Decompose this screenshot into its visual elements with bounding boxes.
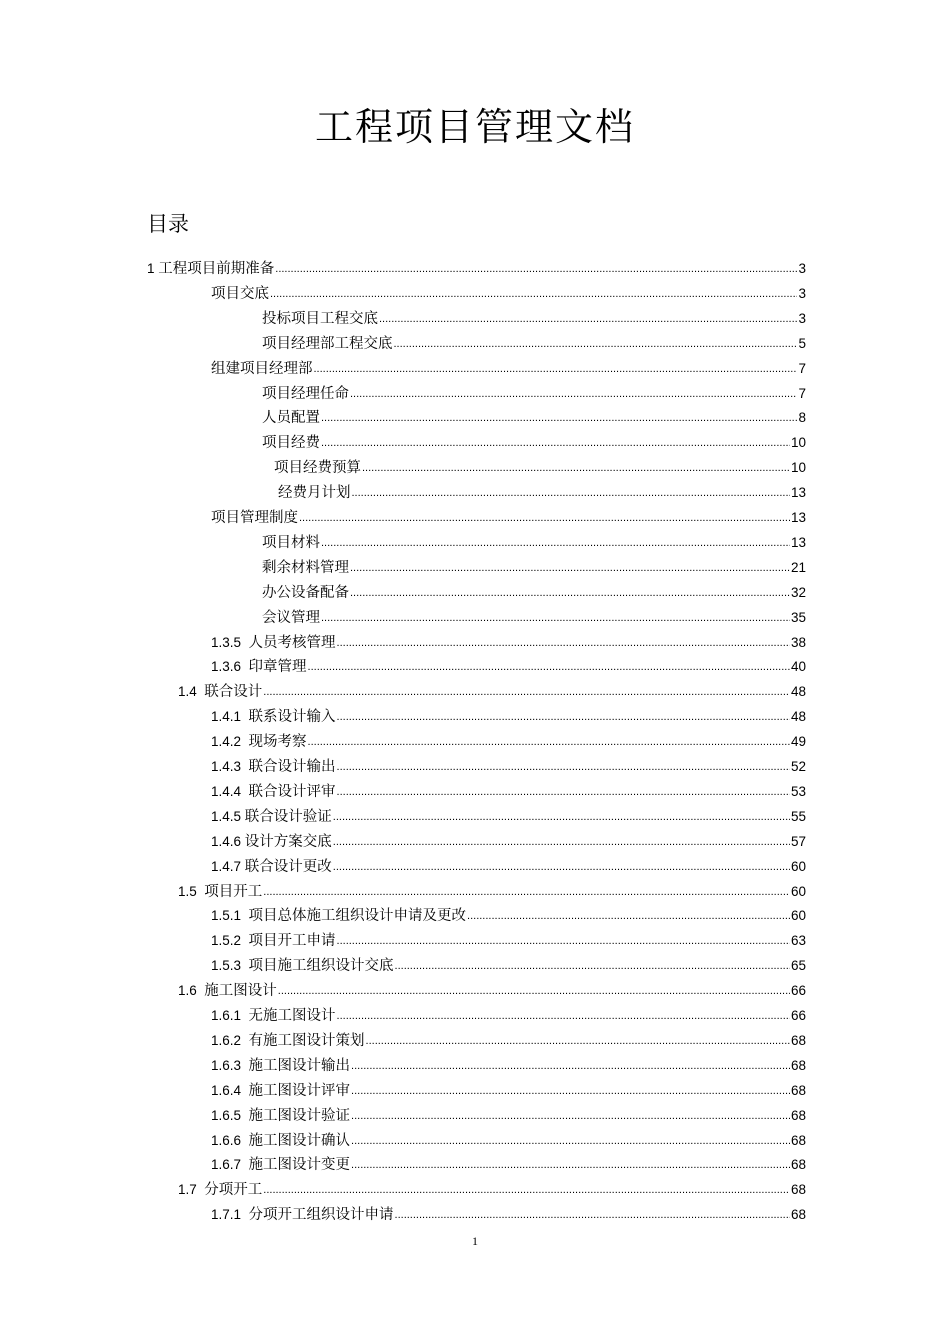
- toc-dot-leader: [333, 858, 790, 876]
- toc-dot-leader: [270, 285, 797, 303]
- toc-entry-number: 1.4.3: [211, 759, 249, 774]
- toc-entry-page: 68: [790, 1032, 806, 1048]
- toc-heading: 目录: [147, 212, 189, 236]
- toc-entry[interactable]: [262, 528, 806, 552]
- toc-entry-page: 68: [790, 1157, 806, 1173]
- toc-entry-number: 1.6.7: [211, 1157, 249, 1173]
- toc-dot-leader: [263, 883, 790, 901]
- toc-entry-page: 21: [790, 559, 806, 575]
- toc-entry-number: 1.6: [178, 983, 205, 999]
- toc-dot-leader: [337, 758, 790, 776]
- toc-entry-page: 65: [790, 958, 806, 974]
- toc-entry-label: 投标项目工程交底: [262, 310, 378, 327]
- toc-entry-number: 1.4.6: [211, 833, 245, 849]
- toc-dot-leader: [362, 459, 790, 477]
- toc-entry-label: 项目经费预算: [274, 460, 361, 477]
- toc-dot-leader: [337, 634, 790, 652]
- toc-entry[interactable]: [211, 1051, 806, 1075]
- toc-entry-number: 1.4: [178, 684, 205, 700]
- toc-dot-leader: [337, 708, 790, 726]
- toc-entry-page: 7: [798, 360, 806, 376]
- toc-entry-page: 10: [790, 460, 806, 476]
- toc-entry[interactable]: [211, 1026, 806, 1050]
- toc-entry-page: 13: [790, 485, 806, 501]
- toc-entry-number: 1: [147, 261, 159, 276]
- toc-entry-page: 60: [790, 883, 806, 899]
- toc-entry-number: 1.4.7: [211, 858, 245, 874]
- toc-entry-page: 68: [790, 1207, 806, 1223]
- toc-entry-number: 1.3.6: [211, 659, 249, 675]
- toc-entry-page: 13: [790, 534, 806, 550]
- toc-entry-page: 55: [790, 808, 806, 824]
- toc-entry-label: 施工图设计评审: [248, 1082, 351, 1099]
- toc-entry-number: 1.5.3: [211, 958, 249, 974]
- toc-dot-leader: [333, 833, 790, 851]
- toc-entry-page: 40: [790, 659, 806, 675]
- toc-entry-label: 工程项目前期准备: [158, 261, 275, 277]
- toc-entry[interactable]: [262, 428, 806, 452]
- toc-entry[interactable]: [262, 553, 806, 577]
- toc-entry[interactable]: [262, 329, 806, 353]
- toc-entry[interactable]: [211, 727, 806, 751]
- toc-entry[interactable]: [262, 578, 806, 602]
- toc-dot-leader: [321, 434, 790, 452]
- toc-dot-leader: [337, 783, 790, 801]
- toc-dot-leader: [263, 683, 790, 701]
- toc-entry-page: 49: [790, 734, 806, 750]
- toc-entry-number: 1.6.4: [211, 1082, 249, 1098]
- toc-dot-leader: [351, 1057, 790, 1075]
- toc-dot-leader: [366, 1032, 790, 1050]
- toc-entry[interactable]: [211, 752, 806, 776]
- toc-entry[interactable]: [178, 976, 806, 1000]
- toc-dot-leader: [275, 260, 797, 278]
- toc-dot-leader: [350, 385, 797, 403]
- toc-entry-page: 48: [790, 684, 806, 700]
- toc-dot-leader: [395, 1206, 790, 1224]
- toc-entry-label: 会议管理: [262, 609, 320, 626]
- toc-entry-page: 68: [790, 1182, 806, 1198]
- toc-entry-number: 1.7.1: [211, 1207, 249, 1223]
- toc-dot-leader: [351, 1156, 790, 1174]
- toc-entry[interactable]: [211, 1126, 806, 1150]
- toc-dot-leader: [314, 360, 798, 378]
- toc-dot-leader: [299, 509, 790, 527]
- toc-entry[interactable]: [211, 1150, 806, 1174]
- toc-dot-leader: [321, 409, 797, 427]
- toc-dot-leader: [467, 907, 790, 925]
- toc-entry-page: 60: [790, 858, 806, 874]
- toc-entry[interactable]: [211, 901, 806, 925]
- toc-entry-page: 68: [790, 1082, 806, 1098]
- toc-dot-leader: [321, 609, 790, 627]
- toc-entry-page: 7: [798, 385, 806, 401]
- toc-entry-number: 1.6.6: [211, 1132, 249, 1148]
- toc-entry-label: 联系设计输入: [248, 709, 336, 726]
- toc-entry-label: 联合设计更改: [244, 858, 332, 875]
- toc-entry-page: 48: [790, 709, 806, 725]
- toc-entry-page: 68: [790, 1132, 806, 1148]
- toc-entry-label: 项目经理任命: [262, 385, 349, 402]
- toc-entry-page: 52: [790, 759, 806, 774]
- toc-entry-number: 1.7: [178, 1182, 205, 1198]
- toc-entry[interactable]: [211, 827, 806, 851]
- toc-entry-page: 66: [790, 983, 806, 999]
- toc-entry-number: 1.5.1: [211, 908, 249, 924]
- toc-dot-leader: [351, 1082, 790, 1100]
- toc-dot-leader: [308, 658, 790, 676]
- toc-entry-number: 1.6.2: [211, 1032, 249, 1048]
- toc-entry-label: 项目材料: [262, 534, 320, 551]
- toc-entry-label: 施工图设计输出: [248, 1057, 351, 1074]
- toc-entry-label: 人员配置: [262, 410, 320, 427]
- toc-entry[interactable]: [211, 1200, 806, 1224]
- toc-entry-label: 联合设计评审: [248, 783, 336, 800]
- toc-entry-label: 联合设计: [204, 684, 263, 701]
- toc-entry[interactable]: [211, 852, 806, 876]
- toc-dot-leader: [308, 733, 790, 751]
- toc-entry-label: 施工图设计: [204, 983, 277, 1000]
- toc-dot-leader: [350, 584, 790, 602]
- toc-entry-page: 60: [790, 908, 806, 924]
- toc-entry-number: 1.4.4: [211, 783, 249, 799]
- toc-entry[interactable]: [178, 677, 806, 701]
- toc-entry[interactable]: [211, 503, 806, 527]
- toc-dot-leader: [379, 310, 797, 328]
- toc-entry[interactable]: [211, 1101, 806, 1125]
- toc-dot-leader: [321, 534, 790, 552]
- toc-entry-label: 办公设备配备: [262, 584, 349, 601]
- toc-entry-label: 经费月计划: [278, 485, 351, 502]
- toc-entry-label: 分项开工: [204, 1182, 263, 1199]
- toc-entry[interactable]: [178, 877, 806, 901]
- toc-dot-leader: [395, 957, 790, 975]
- toc-entry[interactable]: [211, 802, 806, 826]
- toc-entry-page: 5: [798, 335, 806, 351]
- toc-entry[interactable]: [211, 652, 806, 676]
- toc-entry[interactable]: [262, 379, 806, 403]
- toc-entry[interactable]: [211, 951, 806, 975]
- toc-entry-page: 68: [790, 1107, 806, 1123]
- toc-entry[interactable]: [211, 777, 806, 801]
- toc-entry-label: 无施工图设计: [248, 1008, 336, 1024]
- toc-entry-label: 联合设计验证: [244, 808, 332, 825]
- toc-entry-number: 1.6.3: [211, 1057, 249, 1073]
- toc-entry-label: 项目总体施工组织设计申请及更改: [248, 908, 467, 925]
- toc-entry[interactable]: [211, 926, 806, 950]
- toc-entry[interactable]: [262, 603, 806, 627]
- toc-entry-label: 项目施工组织设计交底: [248, 958, 394, 975]
- toc-entry-number: 1.6.5: [211, 1107, 249, 1123]
- toc-dot-leader: [352, 484, 790, 502]
- toc-entry[interactable]: [262, 403, 806, 427]
- toc-entry-page: 68: [790, 1057, 806, 1073]
- toc-entry-page: 32: [790, 584, 806, 600]
- toc-entry-page: 53: [790, 783, 806, 799]
- toc-entry-label: 项目开工申请: [248, 933, 336, 950]
- toc-entry-label: 分项开工组织设计申请: [248, 1207, 394, 1224]
- toc-entry-number: 1.5.2: [211, 933, 249, 949]
- toc-entry-number: 1.5: [178, 883, 205, 899]
- toc-entry-label: 施工图设计变更: [248, 1157, 351, 1174]
- toc-entry-label: 设计方案交底: [244, 833, 332, 850]
- toc-dot-leader: [333, 808, 790, 826]
- toc-entry-label: 项目管理制度: [211, 510, 298, 526]
- toc-entry-page: 8: [798, 410, 806, 426]
- toc-entry[interactable]: [211, 702, 806, 726]
- toc-entry-page: 38: [790, 634, 806, 650]
- toc-entry-label: 现场考察: [248, 734, 307, 751]
- document-title: 工程项目管理文档: [314, 105, 635, 149]
- toc-dot-leader: [350, 559, 790, 577]
- page-number: 1: [472, 1234, 478, 1248]
- toc-entry-label: 剩余材料管理: [262, 559, 349, 576]
- toc-entry[interactable]: [211, 1076, 806, 1100]
- toc-dot-leader: [337, 1007, 790, 1025]
- toc-dot-leader: [278, 982, 790, 1000]
- toc-entry-number: 1.4.1: [211, 709, 249, 725]
- toc-entry-page: 57: [790, 833, 806, 849]
- toc-entry-page: 35: [790, 609, 806, 625]
- toc-entry-number: 1.4.5: [211, 808, 245, 824]
- toc-entry[interactable]: [211, 628, 806, 652]
- toc-entry[interactable]: [211, 279, 806, 303]
- toc-entry-label: 印章管理: [248, 659, 307, 676]
- toc-entry[interactable]: [278, 478, 806, 502]
- toc-entry[interactable]: [211, 1001, 806, 1025]
- toc-entry-label: 组建项目经理部: [211, 360, 313, 377]
- toc-entry[interactable]: [211, 354, 806, 378]
- toc-entry[interactable]: [262, 304, 806, 328]
- toc-dot-leader: [351, 1132, 790, 1150]
- toc-entry[interactable]: [274, 453, 806, 477]
- toc-dot-leader: [394, 335, 798, 353]
- toc-entry-label: 项目开工: [204, 883, 263, 900]
- toc-dot-leader: [351, 1107, 790, 1125]
- toc-entry-label: 人员考核管理: [248, 634, 336, 651]
- toc-entry-number: 1.6.1: [211, 1008, 249, 1023]
- toc-entry-page: 66: [790, 1008, 806, 1023]
- toc-entry-page: 3: [798, 285, 806, 301]
- toc-entry-page: 3: [798, 310, 806, 326]
- toc-entry[interactable]: [147, 254, 806, 278]
- toc-entry-page: 63: [790, 933, 806, 949]
- toc-entry-page: 3: [798, 261, 806, 276]
- toc-entry-label: 项目经理部工程交底: [262, 335, 393, 352]
- toc-dot-leader: [337, 932, 790, 950]
- toc-entry-label: 项目经费: [262, 435, 320, 452]
- toc-entry-number: 1.3.5: [211, 634, 249, 650]
- toc-entry-label: 施工图设计验证: [248, 1107, 351, 1124]
- toc-entry-number: 1.4.2: [211, 734, 249, 750]
- toc-entry-page: 10: [790, 435, 806, 451]
- toc-dot-leader: [263, 1181, 790, 1199]
- toc-entry[interactable]: [178, 1175, 806, 1199]
- toc-entry-page: 13: [790, 510, 806, 525]
- toc-entry-label: 联合设计输出: [248, 759, 336, 775]
- toc-entry-label: 项目交底: [211, 285, 269, 302]
- toc-entry-label: 施工图设计确认: [248, 1132, 351, 1149]
- toc-entry-label: 有施工图设计策划: [248, 1032, 365, 1049]
